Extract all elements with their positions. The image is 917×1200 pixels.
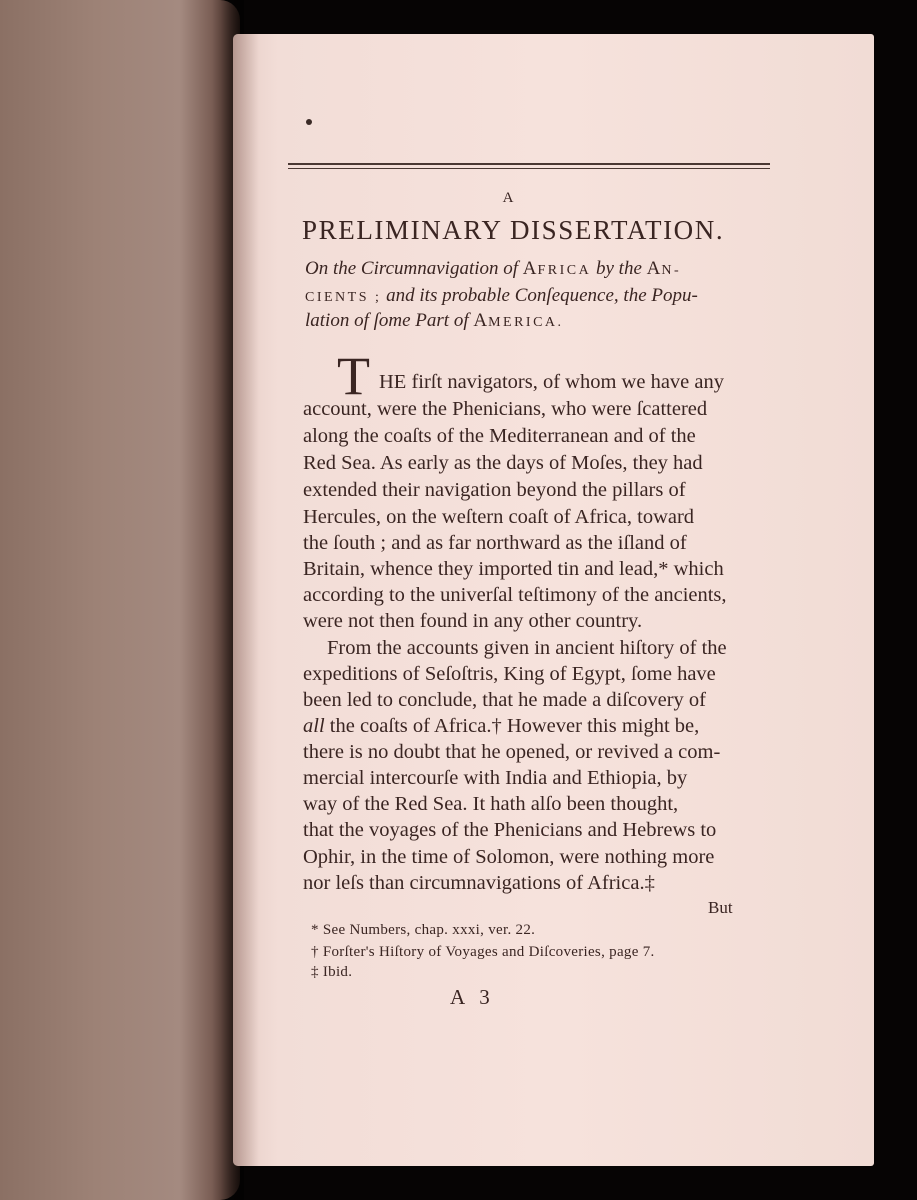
body-line: been led to conclude, that he made a diſcovery of — [303, 689, 707, 711]
body-line: extended their navigation beyond the pillars of — [303, 479, 686, 501]
body-line: Hercules, on the weſtern coaſt of Africa, toward — [303, 506, 695, 528]
subtitle-text: lation of ſome Part of — [305, 310, 469, 331]
body-line: according to the univerſal teſtimony of the ancients, — [303, 584, 727, 606]
small-caps-africa: AFRICA — [522, 258, 592, 279]
subtitle-line-3 — [305, 310, 564, 332]
footnote: ‡ Ibid. — [311, 964, 353, 980]
subtitle-line-2 — [305, 285, 698, 307]
small-caps-cients: CIENTS ; — [305, 290, 382, 305]
subtitle-line-1 — [305, 258, 681, 280]
drop-cap: T — [337, 346, 370, 406]
body-line: nor leſs than circumnavigations of Africa.‡ — [303, 872, 655, 894]
body-line: there is no doubt that he opened, or revived a com- — [303, 741, 721, 763]
body-line: that the voyages of the Phenicians and Hebrews to — [303, 819, 717, 841]
body-line: were not then found in any other country. — [303, 610, 643, 632]
body-line: HE firſt navigators, of whom we have any — [379, 371, 724, 393]
ink-dot — [306, 119, 312, 125]
header-rule-thin — [288, 168, 770, 169]
subtitle-text: On the Circumnavigation of — [305, 258, 519, 279]
body-line: expeditions of Seſoſtris, King of Egypt, ſome have — [303, 663, 716, 685]
body-line: along the coaſts of the Mediterranean and of the — [303, 425, 696, 447]
subtitle-text: and its probable Conſequence, the Popu- — [386, 285, 698, 306]
footnote: * See Numbers, chap. xxxi, ver. 22. — [311, 922, 536, 938]
header-rule-thick — [288, 163, 770, 165]
small-caps-america: AMERICA. — [473, 310, 564, 331]
catchword: But — [708, 898, 733, 917]
body-line: Red Sea. As early as the days of Moſes, they had — [303, 452, 703, 474]
small-caps-ancients: AN- — [646, 258, 682, 279]
page-title: PRELIMINARY DISSERTATION. — [302, 215, 725, 245]
page-signature: A 3 — [450, 985, 495, 1009]
body-line: account, were the Phenicians, who were ſcattered — [303, 398, 708, 420]
body-line: way of the Red Sea. It hath alſo been thought, — [303, 793, 679, 815]
body-line: all the coaſts of Africa.† However this might be, — [303, 715, 700, 737]
body-line: Ophir, in the time of Solomon, were nothing more — [303, 846, 715, 868]
subtitle-text: by the — [596, 258, 642, 279]
body-line: Britain, whence they imported tin and lead,* which — [303, 558, 724, 580]
signature-mark: A — [502, 190, 515, 206]
left-page — [0, 0, 240, 1200]
body-line: From the accounts given in ancient hiſtory of the — [327, 637, 727, 659]
footnote: † Forſter's Hiſtory of Voyages and Diſcoveries, page 7. — [311, 944, 655, 960]
body-line: the ſouth ; and as far northward as the iſland of — [303, 532, 687, 554]
body-line: mercial intercourſe with India and Ethiopia, by — [303, 767, 688, 789]
